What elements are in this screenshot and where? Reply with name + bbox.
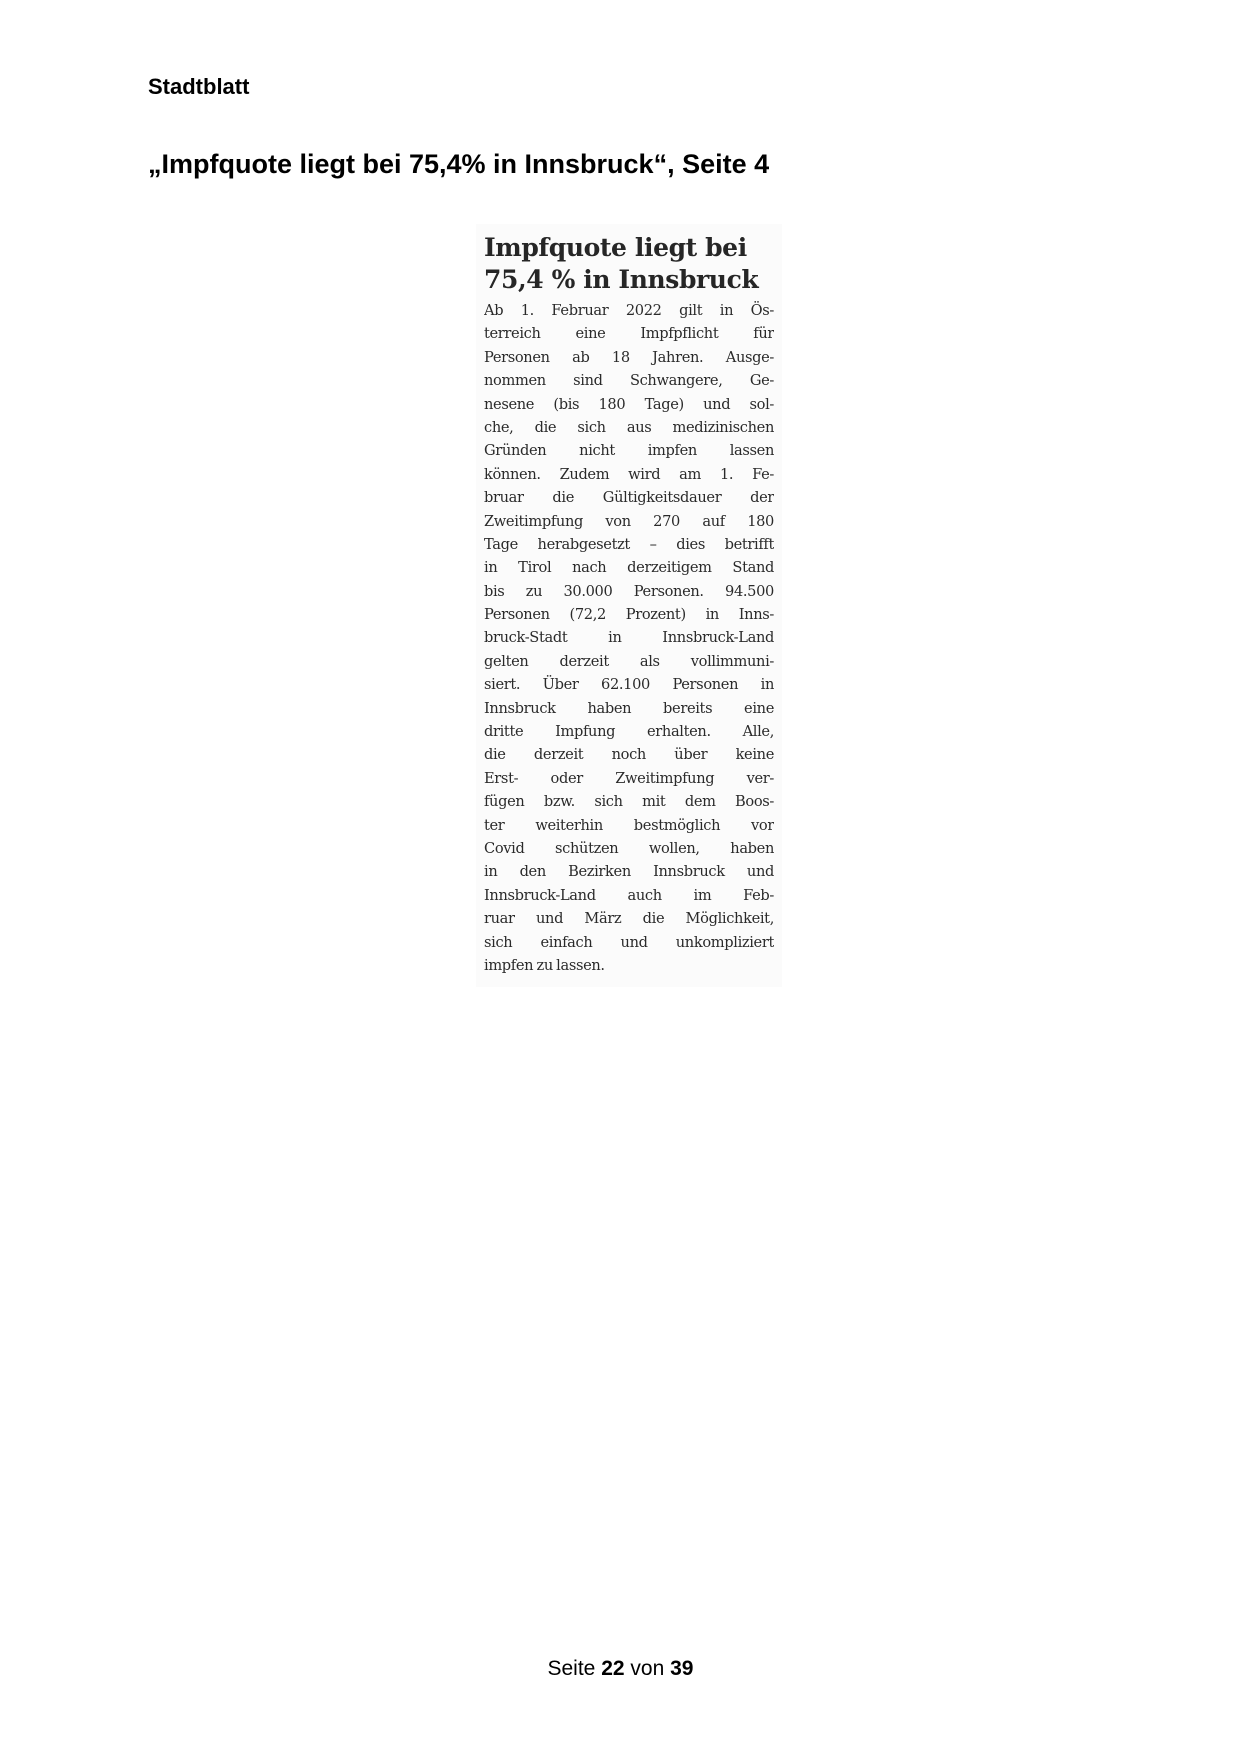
footer-separator: von — [630, 1657, 665, 1680]
clipping-body-line: impfen zu lassen. — [484, 956, 605, 974]
clipping-body-line: die derzeit noch über keine — [484, 746, 774, 764]
clipping-body-line: gelten derzeit als vollimmuni- — [484, 652, 774, 670]
clipping-body-line: bruck-Stadt in Innsbruck-Land — [484, 629, 774, 647]
clipping-body-line: können. Zudem wird am 1. Fe- — [484, 465, 774, 483]
clipping-body-line: nommen sind Schwangere, Ge- — [484, 372, 774, 390]
clipping-body-line: Personen ab 18 Jahren. Ausge- — [484, 348, 774, 366]
page-number-footer — [0, 1656, 1241, 1682]
total-page-count: 39 — [670, 1657, 694, 1680]
clipping-body-line: Gründen nicht impfen lassen — [484, 442, 774, 460]
clipping-body-line: nesene (bis 180 Tage) und sol- — [484, 395, 774, 413]
clipping-body-line: che, die sich aus medizinischen — [484, 418, 774, 436]
clipping-headline — [484, 232, 774, 296]
clipping-body-line: Innsbruck haben bereits eine — [484, 699, 774, 717]
source-label: Stadtblatt — [148, 74, 250, 99]
clipping-body-line: fügen bzw. sich mit dem Boos- — [484, 793, 774, 811]
clipping-body-line: dritte Impfung erhalten. Alle, — [484, 723, 774, 741]
clipping-body-line: Tage herabgesetzt – dies betrifft — [484, 535, 774, 553]
clipping-body-line: bruar die Gültigkeitsdauer der — [484, 489, 774, 507]
article-reference-title: „Impfquote liegt bei 75,4% in Innsbruck“, Seite 4 — [148, 149, 770, 179]
clipping-headline-line: Impfquote liegt bei — [484, 233, 747, 262]
clipping-body-line: in Tirol nach derzeitigem Stand — [484, 559, 774, 577]
clipping-headline-line: 75,4 % in Innsbruck — [484, 265, 759, 294]
newspaper-clipping — [476, 224, 782, 987]
current-page-number: 22 — [601, 1657, 625, 1680]
clipping-body-line: in den Bezirken Innsbruck und — [484, 863, 774, 881]
clipping-body-line: ter weiterhin bestmöglich vor — [484, 816, 774, 834]
clipping-body-line: Innsbruck-Land auch im Feb- — [484, 886, 774, 904]
clipping-body-line: Erst- oder Zweitimpfung ver- — [484, 769, 774, 787]
clipping-body-line: bis zu 30.000 Personen. 94.500 — [484, 582, 774, 600]
clipping-body-line: sich einfach und unkompliziert — [484, 933, 774, 951]
clipping-body-line: ruar und März die Möglichkeit, — [484, 910, 774, 928]
clipping-body — [484, 299, 774, 977]
clipping-body-line: terreich eine Impfpflicht für — [484, 325, 774, 343]
clipping-body-line: Personen (72,2 Prozent) in Inns- — [484, 606, 774, 624]
footer-prefix: Seite — [547, 1657, 596, 1680]
clipping-body-line: Zweitimpfung von 270 auf 180 — [484, 512, 774, 530]
clipping-body-line: Ab 1. Februar 2022 gilt in Ös- — [484, 302, 774, 319]
clipping-body-line: Covid schützen wollen, haben — [484, 839, 774, 857]
clipping-body-line: siert. Über 62.100 Personen in — [484, 676, 774, 694]
